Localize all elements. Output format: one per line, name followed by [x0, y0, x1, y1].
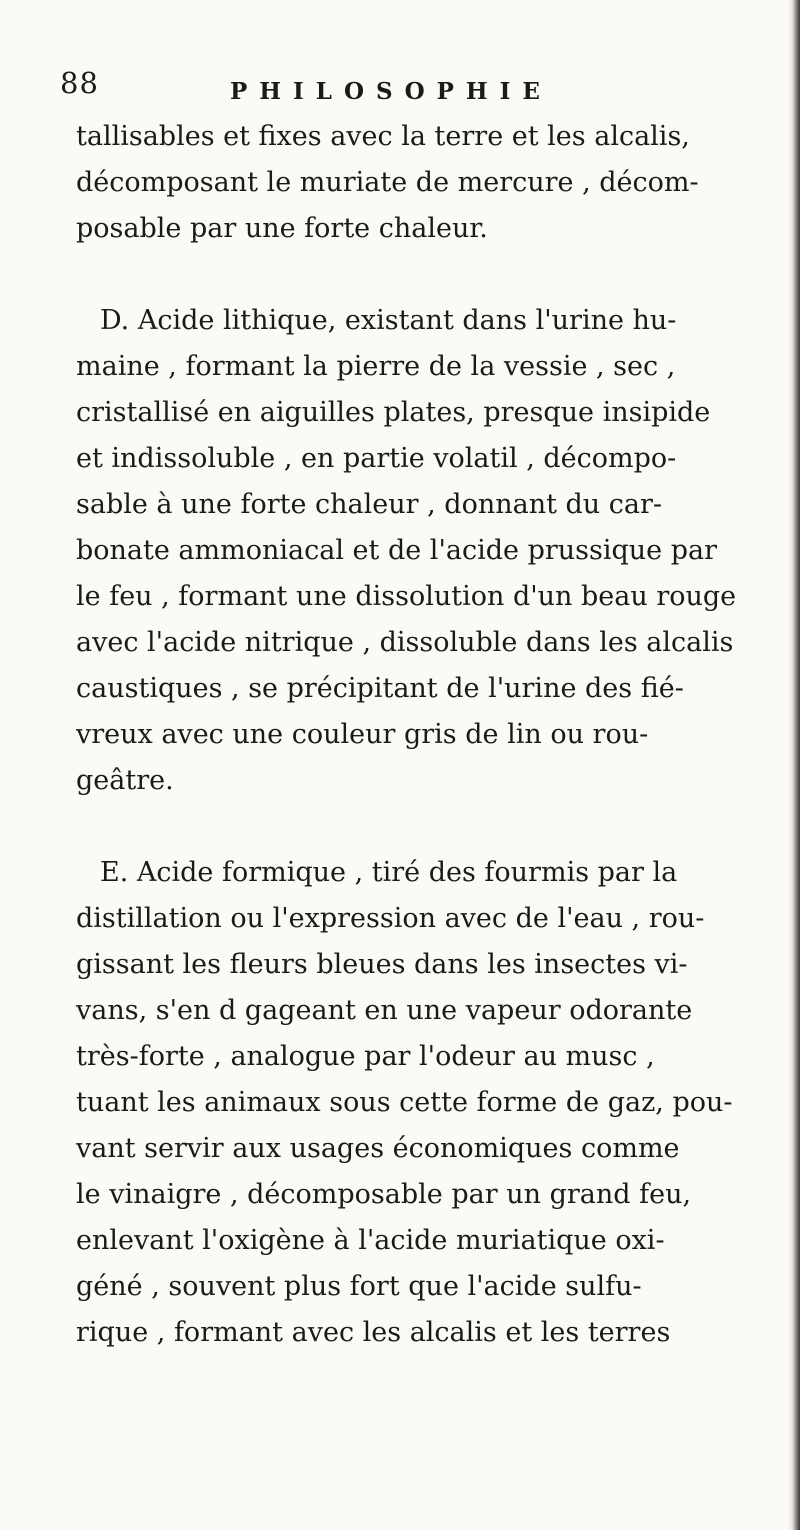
- paragraph-acide-lithique: [60, 298, 750, 804]
- running-title: PHILOSOPHIE: [230, 78, 552, 105]
- text-line: géné , souvent plus fort que l'acide sulfu-: [76, 1271, 642, 1302]
- text-line: et indissoluble , en partie volatil , décompo-: [76, 443, 677, 474]
- text-line: maine , formant la pierre de la vessie , sec ,: [76, 351, 676, 382]
- text-line: cristallisé en aiguilles plates, presque insipide: [76, 397, 711, 428]
- paragraph-acide-formique: [60, 850, 750, 1356]
- page-edge-shadow: [788, 0, 800, 1530]
- text-line: geâtre.: [76, 765, 174, 796]
- running-head: [60, 66, 750, 106]
- text-line: sable à une forte chaleur , donnant du car-: [76, 489, 663, 520]
- text-line: vant servir aux usages économiques comme: [76, 1133, 680, 1164]
- text-line: enlevant l'oxigène à l'acide muriatique oxi-: [76, 1225, 665, 1256]
- text-line: rique , formant avec les alcalis et les terres: [76, 1317, 671, 1348]
- text-line: avec l'acide nitrique , dissoluble dans les alcalis: [76, 627, 734, 658]
- text-line: le vinaigre , décomposable par un grand feu,: [76, 1179, 692, 1210]
- text-line: D. Acide lithique, existant dans l'urine hu-: [100, 305, 677, 336]
- text-line: tuant les animaux sous cette forme de gaz, pou-: [76, 1087, 733, 1118]
- text-line: vans, s'en d gageant en une vapeur odorante: [76, 995, 693, 1026]
- text-line: distillation ou l'expression avec de l'eau , rou-: [76, 903, 705, 934]
- text-line: tallisables et fixes avec la terre et les alcalis,: [76, 121, 690, 152]
- paragraph-gap: [60, 804, 750, 850]
- paragraph-continuation: [60, 114, 750, 252]
- text-line: très-forte , analogue par l'odeur au musc ,: [76, 1041, 655, 1072]
- text-line: E. Acide formique , tiré des fourmis par la: [100, 857, 678, 888]
- text-line: vreux avec une couleur gris de lin ou rou-: [76, 719, 649, 750]
- page-number: 88: [60, 66, 99, 100]
- text-line: décomposant le muriate de mercure , décom-: [76, 167, 699, 198]
- paragraph-gap: [60, 252, 750, 298]
- text-line: gissant les fleurs bleues dans les insectes vi-: [76, 949, 688, 980]
- book-page: [60, 66, 750, 1356]
- text-line: caustiques , se précipitant de l'urine des fié-: [76, 673, 684, 704]
- text-line: posable par une forte chaleur.: [76, 213, 488, 244]
- text-line: bonate ammoniacal et de l'acide prussique par: [76, 535, 718, 566]
- text-line: le feu , formant une dissolution d'un beau rouge: [76, 581, 737, 612]
